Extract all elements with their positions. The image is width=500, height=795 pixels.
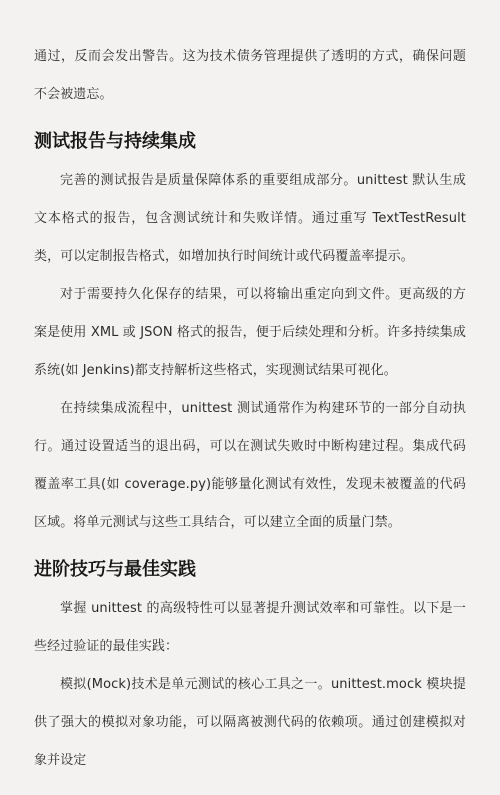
paragraph-persistent-results: 对于需要持久化保存的结果，可以将输出重定向到文件。更高级的方案是使用 XML 或 JSON 格式的报告，便于后续处理和分析。许多持续集成系统(如 Jenkins)都支持解析这些格式，实现测试结果可视化。 xyxy=(34,287,466,378)
intro-continuation-paragraph: 通过，反而会发出警告。这为技术债务管理提供了透明的方式，确保问题不会被遗忘。 xyxy=(34,49,466,102)
paragraph-continuous-integration: 在持续集成流程中，unittest 测试通常作为构建环节的一部分自动执行。通过设置适当的退出码，可以在测试失败时中断构建过程。集成代码覆盖率工具(如 coverage.py)能够量化测试有效性，发现未被覆盖的代码区域。将单元测试与这些工具结合，可以建立全面的质量门禁。 xyxy=(34,401,466,530)
section-heading-test-reports-ci: 测试报告与持续集成 xyxy=(34,131,196,152)
paragraph-advanced-intro: 掌握 unittest 的高级特性可以显著提升测试效率和可靠性。以下是一些经过验证的最佳实践： xyxy=(34,601,466,654)
paragraph-test-reports: 完善的测试报告是质量保障体系的重要组成部分。unittest 默认生成文本格式的报告，包含测试统计和失败详情。通过重写 TextTestResult 类，可以定制报告格式，如增加执行时间统计或代码覆盖率提示。 xyxy=(34,173,466,264)
paragraph-mock-technique: 模拟(Mock)技术是单元测试的核心工具之一。unittest.mock 模块提供了强大的模拟对象功能，可以隔离被测代码的依赖项。通过创建模拟对象并设定 xyxy=(34,677,466,768)
section-heading-advanced-tips: 进阶技巧与最佳实践 xyxy=(34,559,196,580)
